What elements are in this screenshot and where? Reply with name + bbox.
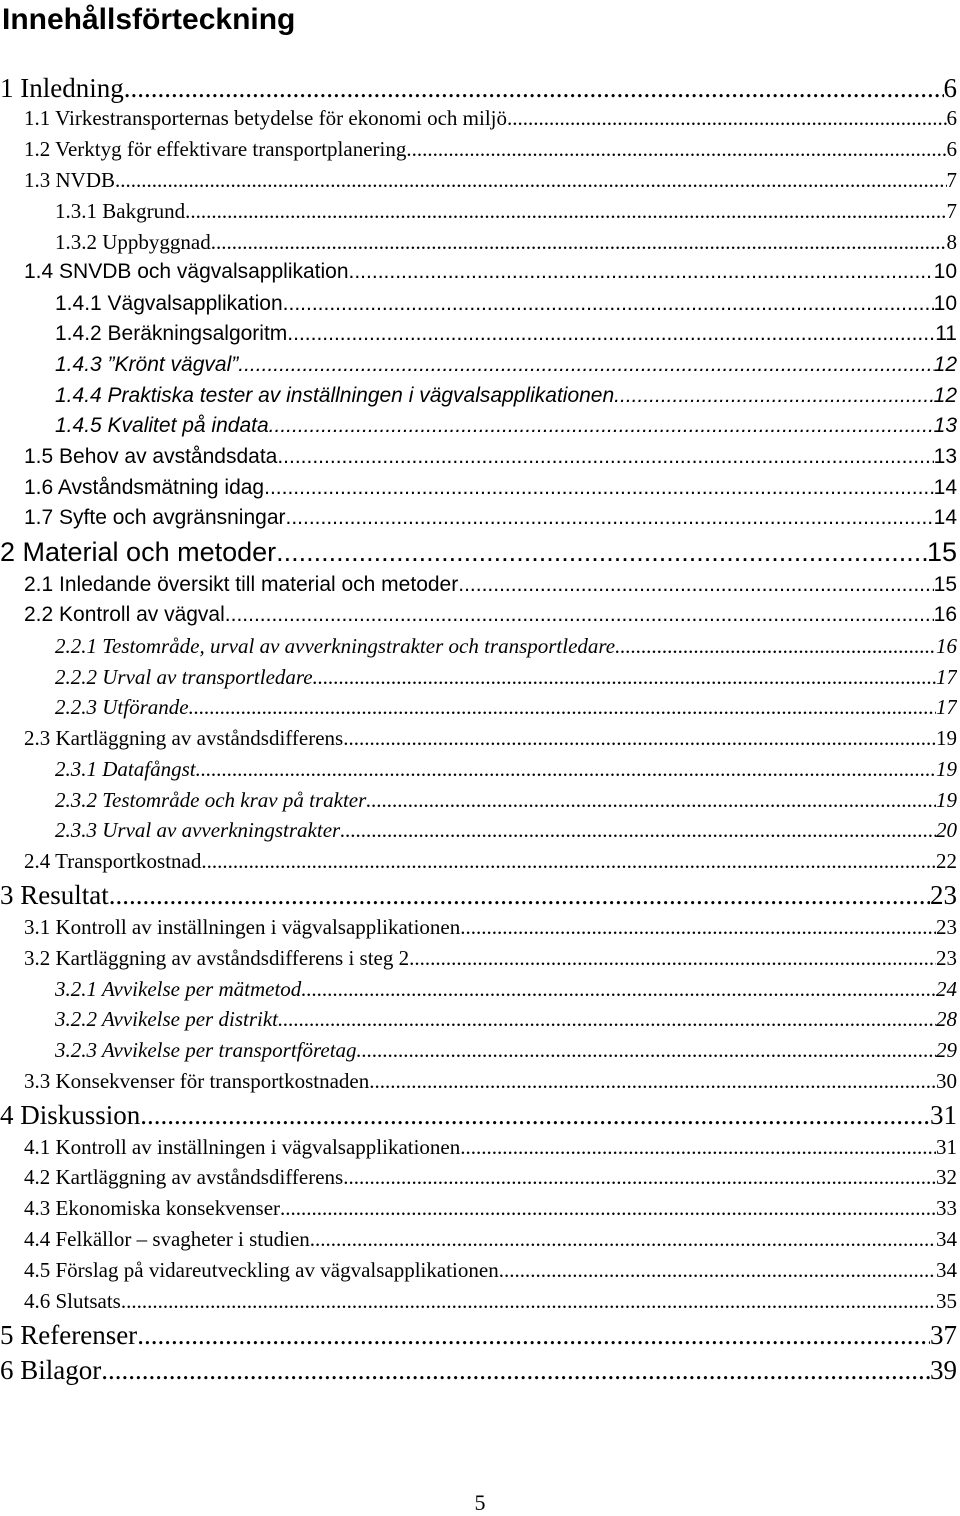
toc-dot-leader [189, 693, 936, 721]
toc-entry-page: 23 [936, 915, 957, 939]
toc-entry[interactable] [55, 693, 957, 721]
toc-entry-label: 1.2 Verktyg för effektivare transportplanering [24, 137, 407, 161]
toc-entry[interactable] [24, 944, 957, 972]
toc-dot-leader [287, 320, 935, 348]
toc-dot-leader [369, 1067, 936, 1095]
toc-dot-leader [507, 104, 947, 132]
toc-entry-label: 2.2 Kontroll av vägval [24, 603, 225, 626]
toc-entry[interactable] [55, 755, 957, 783]
toc-entry-page: 34 [936, 1258, 957, 1282]
toc-entry-label: 4.5 Förslag på vidareutveckling av vägvalsapplikationen [24, 1258, 499, 1282]
toc-entry-label: 1.4.2 Beräkningsalgoritm [55, 322, 288, 345]
toc-dot-leader [140, 1099, 930, 1131]
toc-entry[interactable] [24, 1163, 957, 1191]
toc-dot-leader [366, 786, 936, 814]
toc-entry-label: 4.6 Slutsats [24, 1289, 121, 1313]
toc-dot-leader [225, 601, 934, 629]
toc-entry-page: 31 [930, 1100, 957, 1130]
toc-entry-label: 1.3.1 Bakgrund [55, 199, 186, 223]
toc-entry-page: 24 [936, 977, 957, 1001]
toc-entry-page: 15 [926, 537, 957, 567]
toc-dot-leader [286, 504, 934, 532]
toc-entry-page: 35 [936, 1289, 957, 1313]
toc-entry-label: 1.4.4 Praktiska tester av inställningen i vägvalsapplikationen [55, 384, 615, 407]
toc-dot-leader [460, 1133, 936, 1161]
toc-entry-page: 37 [930, 1320, 957, 1350]
toc-entry[interactable] [55, 320, 957, 348]
toc-entry[interactable] [24, 1287, 957, 1315]
toc-entry[interactable] [24, 1067, 957, 1095]
page-number: 5 [474, 1490, 486, 1515]
toc-entry-label: 4.1 Kontroll av inställningen i vägvalsapplikationen [24, 1135, 461, 1159]
toc-entry-page: 14 [933, 476, 957, 499]
toc-entry-label: 4 Diskussion [0, 1100, 141, 1130]
toc-dot-leader [201, 847, 936, 875]
toc-entry-page: 22 [936, 849, 957, 873]
toc-entry-label: 1.4.5 Kvalitet på indata [55, 414, 269, 437]
toc-dot-leader [409, 944, 936, 972]
toc-entry[interactable] [24, 847, 957, 875]
toc-entry-page: 28 [936, 1007, 957, 1031]
toc-dot-leader [109, 879, 930, 911]
toc-entry-page: 12 [933, 384, 957, 407]
toc-entry-label: 1.3 NVDB [24, 168, 116, 192]
toc-dot-leader [211, 228, 947, 256]
toc-entry-page: 19 [936, 726, 957, 750]
toc-dot-leader [264, 474, 934, 502]
toc-entry-label: 2.3 Kartläggning av avståndsdifferens [24, 726, 344, 750]
toc-entry-label: 2.3.3 Urval av avverkningstrakter [55, 818, 341, 842]
toc-dot-leader [121, 1287, 936, 1315]
toc-entry-page: 30 [936, 1069, 957, 1093]
toc-dot-leader [101, 1354, 930, 1386]
toc-entry[interactable] [55, 786, 957, 814]
toc-dot-leader [115, 166, 946, 194]
toc-entry[interactable] [24, 474, 957, 502]
toc-entry-page: 6 [946, 137, 957, 161]
toc-entry[interactable] [24, 913, 957, 941]
toc-entry-page: 23 [930, 880, 957, 910]
toc-dot-leader [406, 135, 946, 163]
toc-entry[interactable] [0, 879, 957, 911]
toc-dot-leader [313, 663, 936, 691]
toc-entry-label: 3.2.2 Avvikelse per distrikt [55, 1007, 278, 1031]
toc-entry-label: 2.3.1 Datafångst [55, 757, 196, 781]
toc-entry-label: 1.3.2 Uppbyggnad [55, 230, 211, 254]
toc-entry-page: 29 [936, 1038, 957, 1062]
toc-dot-leader [343, 1163, 936, 1191]
toc-entry-label: 3.2 Kartläggning av avståndsdifferens i steg 2 [24, 946, 410, 970]
toc-entry-page: 8 [946, 230, 957, 254]
toc-entry-label: 1.6 Avståndsmätning idag [24, 476, 265, 499]
toc-entry-label: 4.4 Felkällor – svagheter i studien [24, 1227, 310, 1251]
toc-entry-page: 17 [936, 665, 957, 689]
toc-dot-leader [124, 72, 944, 104]
toc-entry-label: 2 Material och metoder [0, 537, 277, 567]
toc-entry-page: 16 [933, 603, 957, 626]
toc-dot-leader [280, 1194, 936, 1222]
toc-entry-label: 3.3 Konsekvenser för transportkostnaden [24, 1069, 370, 1093]
toc-entry[interactable] [55, 382, 957, 410]
toc-entry[interactable] [55, 1036, 957, 1064]
toc-entry-page: 6 [943, 73, 957, 103]
toc-entry-label: 2.1 Inledande översikt till material och metoder [24, 573, 459, 596]
toc-entry-label: 1.1 Virkestransporternas betydelse för ekonomi och miljö [24, 106, 507, 130]
toc-entry-label: 2.2.2 Urval av transportledare [55, 665, 313, 689]
toc-entry-label: 3.1 Kontroll av inställningen i vägvalsapplikationen [24, 915, 461, 939]
toc-entry-label: 6 Bilagor [0, 1355, 102, 1385]
toc-entry[interactable] [0, 1099, 957, 1131]
toc-entry[interactable] [24, 1133, 957, 1161]
toc-entry-label: 3.2.1 Avvikelse per mätmetod [55, 977, 302, 1001]
toc-entry-label: 4.2 Kartläggning av avståndsdifferens [24, 1165, 344, 1189]
toc-entry-page: 7 [946, 168, 957, 192]
toc-dot-leader [458, 571, 933, 599]
toc-entry-label: 3 Resultat [0, 880, 109, 910]
toc-dot-leader [499, 1256, 936, 1284]
toc-entry[interactable] [55, 632, 957, 660]
toc-entry[interactable] [55, 816, 957, 844]
toc-entry-page: 13 [933, 445, 957, 468]
toc-dot-leader [277, 443, 933, 471]
toc-entry-label: 3.2.3 Avvikelse per transportföretag [55, 1038, 357, 1062]
toc-entry-label: 1.5 Behov av avståndsdata [24, 445, 278, 468]
toc-entry[interactable] [24, 135, 957, 163]
toc-entry-page: 20 [936, 818, 957, 842]
toc-entry-page: 15 [933, 573, 957, 596]
toc-entry-page: 39 [930, 1355, 957, 1385]
toc-dot-leader [276, 536, 927, 568]
toc-entry[interactable] [24, 601, 957, 629]
toc-entry[interactable] [0, 536, 957, 568]
toc-entry[interactable] [24, 104, 957, 132]
toc-dot-leader [615, 632, 936, 660]
toc-entry-page: 14 [933, 506, 957, 529]
toc-dot-leader [196, 755, 936, 783]
toc-entry-page: 33 [936, 1196, 957, 1220]
toc-entry-label: 2.4 Transportkostnad [24, 849, 202, 873]
toc-entry-page: 13 [933, 414, 957, 437]
toc-dot-leader [238, 351, 933, 379]
toc-entry[interactable] [24, 1256, 957, 1284]
toc-entry-label: 4.3 Ekonomiska konsekvenser [24, 1196, 281, 1220]
toc-entry-label: 1 Inledning [0, 73, 124, 103]
toc-entry[interactable] [55, 228, 957, 256]
toc-entry-label: 2.2.3 Utförande [55, 695, 189, 719]
toc-entry[interactable] [55, 1005, 957, 1033]
toc-entry-label: 2.3.2 Testområde och krav på trakter [55, 788, 367, 812]
page-title: Innehållsförteckning [2, 3, 296, 36]
toc-entry[interactable] [0, 1354, 957, 1386]
toc-entry-page: 34 [936, 1227, 957, 1251]
toc-entry[interactable] [55, 663, 957, 691]
toc-dot-leader [185, 197, 946, 225]
toc-entry[interactable] [55, 351, 957, 379]
toc-dot-leader [357, 1036, 936, 1064]
toc-entry-page: 32 [936, 1165, 957, 1189]
toc-dot-leader [269, 412, 934, 440]
toc-entry-page: 19 [936, 757, 957, 781]
toc-dot-leader [614, 382, 933, 410]
toc-entry[interactable] [24, 1225, 957, 1253]
toc-entry-page: 23 [936, 946, 957, 970]
toc-entry[interactable] [24, 443, 957, 471]
toc-entry-label: 2.2.1 Testområde, urval av avverkningstrakter och transportledare [55, 634, 616, 658]
toc-entry[interactable] [55, 290, 957, 318]
toc-entry-label: 1.4.1 Vägvalsapplikation [55, 292, 283, 315]
toc-entry[interactable] [55, 197, 957, 225]
toc-dot-leader [310, 1225, 936, 1253]
toc-dot-leader [301, 975, 936, 1003]
toc-entry[interactable] [0, 1319, 957, 1351]
toc-entry[interactable] [24, 258, 957, 286]
toc-entry[interactable] [24, 166, 957, 194]
toc-entry-page: 6 [946, 106, 957, 130]
toc-entry[interactable] [55, 412, 957, 440]
toc-entry-label: 1.4.3 ”Krönt vägval” [55, 353, 239, 376]
toc-dot-leader [343, 724, 936, 752]
toc-entry[interactable] [24, 724, 957, 752]
toc-entry[interactable] [24, 504, 957, 532]
toc-entry-page: 17 [936, 695, 957, 719]
toc-dot-leader [283, 290, 934, 318]
toc-dot-leader [349, 258, 934, 286]
toc-entry-page: 11 [935, 322, 957, 345]
toc-entry-label: 1.4 SNVDB och vägvalsapplikation [24, 260, 349, 283]
toc-entry-page: 19 [936, 788, 957, 812]
toc-entry-label: 1.7 Syfte och avgränsningar [24, 506, 286, 529]
toc-entry-page: 31 [936, 1135, 957, 1159]
toc-dot-leader [460, 913, 936, 941]
toc-dot-leader [278, 1005, 936, 1033]
toc-entry-page: 10 [933, 260, 957, 283]
toc-entry-page: 12 [933, 353, 957, 376]
toc-dot-leader [340, 816, 936, 844]
toc-entry[interactable] [24, 1194, 957, 1222]
toc-dot-leader [137, 1319, 930, 1351]
toc-entry-page: 7 [946, 199, 957, 223]
toc-entry-page: 10 [933, 292, 957, 315]
toc-entry[interactable] [55, 975, 957, 1003]
toc-entry[interactable] [0, 72, 957, 104]
toc-entry-label: 5 Referenser [0, 1320, 138, 1350]
toc-entry[interactable] [24, 571, 957, 599]
toc-entry-page: 16 [936, 634, 957, 658]
